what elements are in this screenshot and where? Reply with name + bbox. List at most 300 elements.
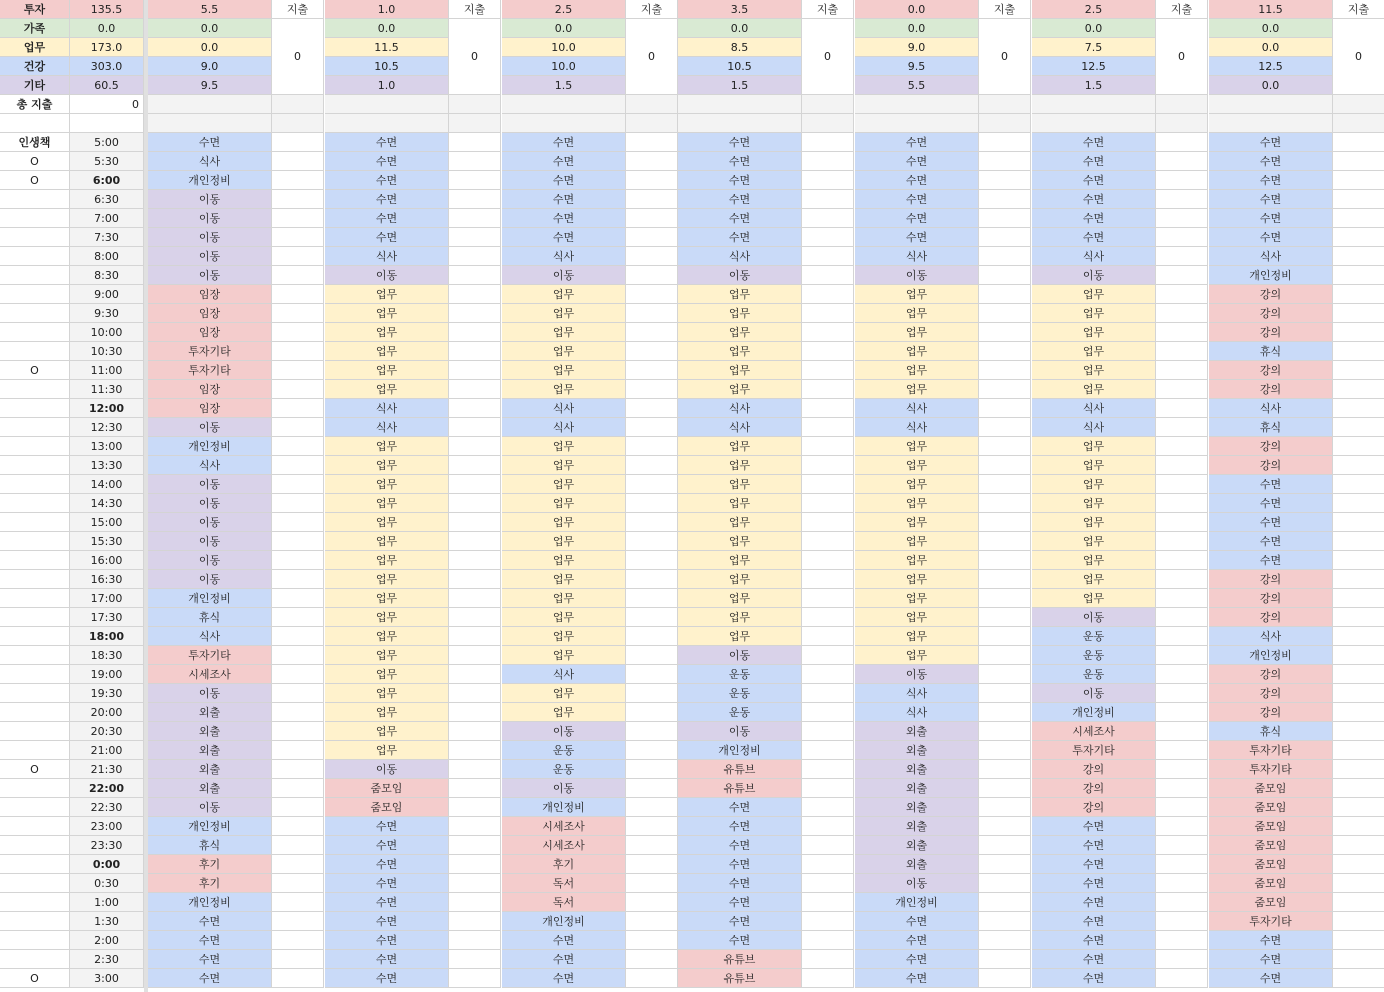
- blank-cell[interactable]: [1333, 114, 1384, 133]
- activity-cell[interactable]: 수면: [325, 874, 449, 893]
- expense-cell[interactable]: [1333, 399, 1384, 418]
- day-summary-cell[interactable]: 0.0: [502, 19, 626, 38]
- activity-cell[interactable]: 외출: [855, 722, 979, 741]
- activity-cell[interactable]: 이동: [148, 209, 272, 228]
- day-summary-cell[interactable]: 5.5: [855, 76, 979, 95]
- activity-cell[interactable]: 수면: [325, 931, 449, 950]
- expense-cell[interactable]: [979, 893, 1031, 912]
- expense-cell[interactable]: [272, 285, 324, 304]
- activity-cell[interactable]: 투자기타: [148, 646, 272, 665]
- activity-cell[interactable]: 수면: [325, 912, 449, 931]
- expense-cell[interactable]: [449, 513, 501, 532]
- expense-cell[interactable]: [626, 874, 678, 893]
- activity-cell[interactable]: 식사: [678, 247, 802, 266]
- expense-cell[interactable]: [1333, 627, 1384, 646]
- expense-cell[interactable]: [272, 551, 324, 570]
- expense-cell[interactable]: [979, 475, 1031, 494]
- activity-cell[interactable]: 수면: [502, 209, 626, 228]
- expense-cell[interactable]: [626, 551, 678, 570]
- day-summary-cell[interactable]: 2.5: [502, 0, 626, 19]
- blank-cell[interactable]: [802, 114, 854, 133]
- expense-value[interactable]: 0: [626, 19, 678, 95]
- activity-cell[interactable]: 강의: [1209, 323, 1333, 342]
- day-summary-cell[interactable]: 10.0: [502, 57, 626, 76]
- expense-cell[interactable]: [1156, 437, 1208, 456]
- expense-cell[interactable]: [802, 665, 854, 684]
- expense-cell[interactable]: [626, 665, 678, 684]
- activity-cell[interactable]: 운동: [678, 684, 802, 703]
- expense-cell[interactable]: [449, 912, 501, 931]
- activity-cell[interactable]: 수면: [1209, 494, 1333, 513]
- activity-cell[interactable]: 운동: [678, 703, 802, 722]
- book-check-cell[interactable]: [0, 855, 70, 874]
- activity-cell[interactable]: 업무: [502, 323, 626, 342]
- activity-cell[interactable]: 수면: [325, 817, 449, 836]
- expense-cell[interactable]: [802, 931, 854, 950]
- expense-cell[interactable]: [1156, 950, 1208, 969]
- book-check-cell[interactable]: [0, 779, 70, 798]
- day-summary-cell[interactable]: 3.5: [678, 0, 802, 19]
- activity-cell[interactable]: 업무: [325, 323, 449, 342]
- activity-cell[interactable]: 이동: [148, 228, 272, 247]
- activity-cell[interactable]: 업무: [502, 703, 626, 722]
- activity-cell[interactable]: 휴식: [1209, 418, 1333, 437]
- expense-cell[interactable]: [1333, 836, 1384, 855]
- time-cell[interactable]: 14:30: [70, 494, 144, 513]
- activity-cell[interactable]: 외출: [855, 741, 979, 760]
- activity-cell[interactable]: 수면: [325, 171, 449, 190]
- expense-cell[interactable]: [1156, 342, 1208, 361]
- day-summary-cell[interactable]: 0.0: [1209, 19, 1333, 38]
- book-check-cell[interactable]: [0, 304, 70, 323]
- expense-cell[interactable]: [802, 361, 854, 380]
- book-check-cell[interactable]: [0, 285, 70, 304]
- expense-cell[interactable]: [449, 646, 501, 665]
- activity-cell[interactable]: 개인정비: [148, 817, 272, 836]
- activity-cell[interactable]: 수면: [1209, 551, 1333, 570]
- expense-cell[interactable]: [626, 893, 678, 912]
- expense-cell[interactable]: [449, 323, 501, 342]
- activity-cell[interactable]: 업무: [502, 684, 626, 703]
- day-summary-cell[interactable]: 10.0: [502, 38, 626, 57]
- activity-cell[interactable]: 강의: [1209, 285, 1333, 304]
- expense-cell[interactable]: [449, 171, 501, 190]
- expense-cell[interactable]: [802, 171, 854, 190]
- time-cell[interactable]: 3:00: [70, 969, 144, 988]
- expense-cell[interactable]: [449, 285, 501, 304]
- day-summary-cell[interactable]: 10.5: [325, 57, 449, 76]
- activity-cell[interactable]: 업무: [325, 285, 449, 304]
- activity-cell[interactable]: 수면: [148, 912, 272, 931]
- activity-cell[interactable]: 개인정비: [502, 798, 626, 817]
- expense-cell[interactable]: [1333, 133, 1384, 152]
- time-cell[interactable]: 19:30: [70, 684, 144, 703]
- activity-cell[interactable]: 식사: [1209, 627, 1333, 646]
- expense-cell[interactable]: [802, 855, 854, 874]
- book-check-cell[interactable]: [0, 418, 70, 437]
- expense-cell[interactable]: [449, 380, 501, 399]
- expense-cell[interactable]: [802, 779, 854, 798]
- expense-value[interactable]: 0: [272, 19, 324, 95]
- activity-cell[interactable]: 운동: [502, 760, 626, 779]
- activity-cell[interactable]: 투자기타: [1209, 912, 1333, 931]
- activity-cell[interactable]: 임장: [148, 380, 272, 399]
- activity-cell[interactable]: 식사: [148, 152, 272, 171]
- activity-cell[interactable]: 유튜브: [678, 779, 802, 798]
- book-check-cell[interactable]: [0, 817, 70, 836]
- activity-cell[interactable]: 수면: [1032, 190, 1156, 209]
- activity-cell[interactable]: 업무: [855, 627, 979, 646]
- expense-cell[interactable]: [449, 437, 501, 456]
- activity-cell[interactable]: 투자기타: [148, 361, 272, 380]
- day-summary-cell[interactable]: 1.5: [502, 76, 626, 95]
- activity-cell[interactable]: 업무: [502, 380, 626, 399]
- expense-cell[interactable]: [272, 418, 324, 437]
- expense-header[interactable]: 지출: [979, 0, 1031, 19]
- activity-cell[interactable]: 식사: [325, 399, 449, 418]
- book-check-cell[interactable]: [0, 532, 70, 551]
- activity-cell[interactable]: 수면: [502, 133, 626, 152]
- expense-cell[interactable]: [272, 627, 324, 646]
- activity-cell[interactable]: 업무: [855, 304, 979, 323]
- expense-cell[interactable]: [626, 855, 678, 874]
- activity-cell[interactable]: 독서: [502, 893, 626, 912]
- blank-cell[interactable]: [678, 114, 802, 133]
- blank-cell[interactable]: [1032, 114, 1156, 133]
- expense-cell[interactable]: [1156, 475, 1208, 494]
- activity-cell[interactable]: 이동: [1032, 608, 1156, 627]
- expense-cell[interactable]: [1156, 323, 1208, 342]
- activity-cell[interactable]: 식사: [1209, 399, 1333, 418]
- expense-cell[interactable]: [1156, 494, 1208, 513]
- expense-cell[interactable]: [979, 969, 1031, 988]
- expense-cell[interactable]: [979, 133, 1031, 152]
- activity-cell[interactable]: 업무: [1032, 589, 1156, 608]
- activity-cell[interactable]: 수면: [855, 228, 979, 247]
- expense-cell[interactable]: [1333, 361, 1384, 380]
- total-expense-label[interactable]: 총 지출: [0, 95, 70, 114]
- expense-cell[interactable]: [1333, 817, 1384, 836]
- expense-cell[interactable]: [449, 228, 501, 247]
- expense-cell[interactable]: [626, 361, 678, 380]
- book-check-cell[interactable]: [0, 684, 70, 703]
- activity-cell[interactable]: 식사: [1032, 418, 1156, 437]
- time-cell[interactable]: 7:00: [70, 209, 144, 228]
- expense-cell[interactable]: [272, 171, 324, 190]
- book-check-cell[interactable]: [0, 551, 70, 570]
- activity-cell[interactable]: 수면: [855, 152, 979, 171]
- expense-cell[interactable]: [449, 703, 501, 722]
- expense-cell[interactable]: [802, 836, 854, 855]
- expense-cell[interactable]: [802, 817, 854, 836]
- day-summary-cell[interactable]: 0.0: [855, 19, 979, 38]
- activity-cell[interactable]: 업무: [325, 741, 449, 760]
- activity-cell[interactable]: 수면: [325, 893, 449, 912]
- time-cell[interactable]: 9:00: [70, 285, 144, 304]
- activity-cell[interactable]: 외출: [148, 779, 272, 798]
- activity-cell[interactable]: 수면: [1209, 532, 1333, 551]
- time-cell[interactable]: 21:00: [70, 741, 144, 760]
- expense-cell[interactable]: [1156, 646, 1208, 665]
- activity-cell[interactable]: 식사: [855, 399, 979, 418]
- activity-cell[interactable]: 임장: [148, 399, 272, 418]
- expense-value[interactable]: 0: [1333, 19, 1384, 95]
- activity-cell[interactable]: 업무: [1032, 494, 1156, 513]
- expense-cell[interactable]: [802, 722, 854, 741]
- activity-cell[interactable]: 수면: [1209, 950, 1333, 969]
- expense-cell[interactable]: [626, 152, 678, 171]
- blank-cell[interactable]: [979, 95, 1031, 114]
- activity-cell[interactable]: 수면: [1209, 513, 1333, 532]
- activity-cell[interactable]: 업무: [502, 532, 626, 551]
- activity-cell[interactable]: 후기: [148, 874, 272, 893]
- activity-cell[interactable]: 강의: [1209, 665, 1333, 684]
- expense-cell[interactable]: [1156, 532, 1208, 551]
- expense-cell[interactable]: [272, 247, 324, 266]
- activity-cell[interactable]: 업무: [325, 437, 449, 456]
- blank-cell[interactable]: [272, 95, 324, 114]
- expense-cell[interactable]: [1156, 874, 1208, 893]
- expense-cell[interactable]: [802, 703, 854, 722]
- category-label[interactable]: 기타: [0, 76, 70, 95]
- expense-cell[interactable]: [1156, 152, 1208, 171]
- activity-cell[interactable]: 업무: [678, 570, 802, 589]
- activity-cell[interactable]: 수면: [1209, 931, 1333, 950]
- expense-cell[interactable]: [1333, 741, 1384, 760]
- book-check-cell[interactable]: [0, 475, 70, 494]
- activity-cell[interactable]: 업무: [502, 646, 626, 665]
- book-check-cell[interactable]: O: [0, 969, 70, 988]
- book-label[interactable]: 인생책: [0, 133, 70, 152]
- category-label[interactable]: 건강: [0, 57, 70, 76]
- blank-cell[interactable]: [626, 95, 678, 114]
- activity-cell[interactable]: 업무: [678, 342, 802, 361]
- activity-cell[interactable]: 업무: [855, 342, 979, 361]
- activity-cell[interactable]: 업무: [325, 589, 449, 608]
- activity-cell[interactable]: 업무: [855, 608, 979, 627]
- activity-cell[interactable]: 업무: [502, 285, 626, 304]
- expense-cell[interactable]: [272, 893, 324, 912]
- expense-cell[interactable]: [979, 266, 1031, 285]
- expense-cell[interactable]: [1156, 969, 1208, 988]
- book-check-cell[interactable]: [0, 836, 70, 855]
- activity-cell[interactable]: 이동: [502, 779, 626, 798]
- activity-cell[interactable]: 업무: [325, 380, 449, 399]
- day-summary-cell[interactable]: 0.0: [855, 0, 979, 19]
- activity-cell[interactable]: 수면: [1209, 969, 1333, 988]
- book-check-cell[interactable]: [0, 209, 70, 228]
- day-summary-cell[interactable]: 7.5: [1032, 38, 1156, 57]
- book-check-cell[interactable]: [0, 798, 70, 817]
- expense-cell[interactable]: [626, 589, 678, 608]
- expense-cell[interactable]: [272, 152, 324, 171]
- book-check-cell[interactable]: O: [0, 152, 70, 171]
- expense-cell[interactable]: [802, 646, 854, 665]
- activity-cell[interactable]: 수면: [1209, 228, 1333, 247]
- time-cell[interactable]: 6:00: [70, 171, 144, 190]
- expense-cell[interactable]: [1333, 285, 1384, 304]
- expense-cell[interactable]: [979, 589, 1031, 608]
- activity-cell[interactable]: 수면: [1032, 874, 1156, 893]
- expense-cell[interactable]: [272, 855, 324, 874]
- expense-cell[interactable]: [979, 950, 1031, 969]
- activity-cell[interactable]: 식사: [1209, 247, 1333, 266]
- expense-cell[interactable]: [979, 779, 1031, 798]
- activity-cell[interactable]: 수면: [678, 893, 802, 912]
- expense-cell[interactable]: [449, 627, 501, 646]
- activity-cell[interactable]: 수면: [678, 152, 802, 171]
- expense-cell[interactable]: [802, 589, 854, 608]
- expense-cell[interactable]: [802, 798, 854, 817]
- time-cell[interactable]: 1:30: [70, 912, 144, 931]
- time-cell[interactable]: 1:00: [70, 893, 144, 912]
- expense-cell[interactable]: [802, 209, 854, 228]
- expense-cell[interactable]: [979, 836, 1031, 855]
- expense-cell[interactable]: [1156, 399, 1208, 418]
- expense-cell[interactable]: [272, 912, 324, 931]
- activity-cell[interactable]: 수면: [148, 133, 272, 152]
- activity-cell[interactable]: 업무: [502, 437, 626, 456]
- expense-cell[interactable]: [449, 532, 501, 551]
- expense-cell[interactable]: [626, 418, 678, 437]
- expense-cell[interactable]: [979, 703, 1031, 722]
- book-check-cell[interactable]: [0, 950, 70, 969]
- blank-cell[interactable]: [1032, 95, 1156, 114]
- time-cell[interactable]: 16:30: [70, 570, 144, 589]
- category-label[interactable]: 가족: [0, 19, 70, 38]
- expense-cell[interactable]: [272, 532, 324, 551]
- expense-cell[interactable]: [449, 893, 501, 912]
- time-cell[interactable]: 23:00: [70, 817, 144, 836]
- expense-cell[interactable]: [979, 855, 1031, 874]
- expense-cell[interactable]: [1333, 684, 1384, 703]
- expense-cell[interactable]: [802, 494, 854, 513]
- activity-cell[interactable]: 강의: [1209, 589, 1333, 608]
- expense-cell[interactable]: [1333, 779, 1384, 798]
- activity-cell[interactable]: 이동: [148, 513, 272, 532]
- time-cell[interactable]: 17:00: [70, 589, 144, 608]
- activity-cell[interactable]: 업무: [1032, 551, 1156, 570]
- expense-cell[interactable]: [449, 684, 501, 703]
- activity-cell[interactable]: 강의: [1032, 760, 1156, 779]
- expense-cell[interactable]: [1333, 969, 1384, 988]
- activity-cell[interactable]: 수면: [325, 855, 449, 874]
- activity-cell[interactable]: 수면: [502, 152, 626, 171]
- activity-cell[interactable]: 운동: [1032, 646, 1156, 665]
- activity-cell[interactable]: 수면: [1209, 152, 1333, 171]
- activity-cell[interactable]: 업무: [325, 703, 449, 722]
- expense-cell[interactable]: [802, 380, 854, 399]
- blank-cell[interactable]: [325, 95, 449, 114]
- expense-cell[interactable]: [272, 494, 324, 513]
- activity-cell[interactable]: 줌모임: [1209, 817, 1333, 836]
- activity-cell[interactable]: 업무: [855, 513, 979, 532]
- activity-cell[interactable]: 외출: [855, 798, 979, 817]
- expense-cell[interactable]: [272, 456, 324, 475]
- expense-cell[interactable]: [626, 627, 678, 646]
- activity-cell[interactable]: 식사: [502, 399, 626, 418]
- activity-cell[interactable]: 이동: [148, 190, 272, 209]
- activity-cell[interactable]: 식사: [502, 247, 626, 266]
- expense-cell[interactable]: [802, 950, 854, 969]
- day-summary-cell[interactable]: 1.0: [325, 0, 449, 19]
- activity-cell[interactable]: 개인정비: [148, 171, 272, 190]
- activity-cell[interactable]: 줌모임: [325, 798, 449, 817]
- expense-cell[interactable]: [802, 760, 854, 779]
- activity-cell[interactable]: 업무: [325, 513, 449, 532]
- expense-cell[interactable]: [802, 741, 854, 760]
- activity-cell[interactable]: 이동: [1032, 266, 1156, 285]
- expense-cell[interactable]: [449, 133, 501, 152]
- expense-cell[interactable]: [979, 513, 1031, 532]
- book-check-cell[interactable]: [0, 703, 70, 722]
- expense-cell[interactable]: [979, 646, 1031, 665]
- category-total[interactable]: 135.5: [70, 0, 144, 19]
- expense-cell[interactable]: [449, 874, 501, 893]
- expense-cell[interactable]: [449, 551, 501, 570]
- expense-cell[interactable]: [272, 570, 324, 589]
- expense-cell[interactable]: [626, 950, 678, 969]
- time-cell[interactable]: 11:30: [70, 380, 144, 399]
- day-summary-cell[interactable]: 0.0: [678, 19, 802, 38]
- activity-cell[interactable]: 강의: [1209, 380, 1333, 399]
- activity-cell[interactable]: 휴식: [148, 836, 272, 855]
- expense-cell[interactable]: [626, 760, 678, 779]
- expense-cell[interactable]: [802, 323, 854, 342]
- activity-cell[interactable]: 수면: [1209, 190, 1333, 209]
- activity-cell[interactable]: 업무: [1032, 323, 1156, 342]
- expense-cell[interactable]: [272, 133, 324, 152]
- expense-cell[interactable]: [1156, 684, 1208, 703]
- blank-cell[interactable]: [70, 114, 144, 133]
- expense-header[interactable]: 지출: [626, 0, 678, 19]
- activity-cell[interactable]: 업무: [502, 608, 626, 627]
- activity-cell[interactable]: 식사: [148, 456, 272, 475]
- activity-cell[interactable]: 업무: [855, 532, 979, 551]
- time-cell[interactable]: 12:30: [70, 418, 144, 437]
- expense-cell[interactable]: [1156, 209, 1208, 228]
- expense-cell[interactable]: [272, 190, 324, 209]
- expense-cell[interactable]: [802, 152, 854, 171]
- expense-cell[interactable]: [1333, 228, 1384, 247]
- expense-cell[interactable]: [1156, 171, 1208, 190]
- activity-cell[interactable]: 시세조사: [502, 836, 626, 855]
- expense-cell[interactable]: [272, 836, 324, 855]
- blank-cell[interactable]: [1156, 95, 1208, 114]
- activity-cell[interactable]: 수면: [325, 190, 449, 209]
- activity-cell[interactable]: 업무: [678, 589, 802, 608]
- time-cell[interactable]: 2:00: [70, 931, 144, 950]
- activity-cell[interactable]: 수면: [1032, 228, 1156, 247]
- book-check-cell[interactable]: [0, 570, 70, 589]
- activity-cell[interactable]: 줌모임: [1209, 779, 1333, 798]
- time-cell[interactable]: 21:30: [70, 760, 144, 779]
- activity-cell[interactable]: 업무: [855, 323, 979, 342]
- activity-cell[interactable]: 업무: [1032, 570, 1156, 589]
- expense-header[interactable]: 지출: [1156, 0, 1208, 19]
- activity-cell[interactable]: 수면: [502, 950, 626, 969]
- activity-cell[interactable]: 수면: [1032, 836, 1156, 855]
- expense-cell[interactable]: [1156, 190, 1208, 209]
- category-total[interactable]: 60.5: [70, 76, 144, 95]
- expense-cell[interactable]: [272, 342, 324, 361]
- expense-header[interactable]: 지출: [802, 0, 854, 19]
- expense-cell[interactable]: [1333, 798, 1384, 817]
- activity-cell[interactable]: 수면: [678, 836, 802, 855]
- expense-cell[interactable]: [272, 779, 324, 798]
- time-cell[interactable]: 15:30: [70, 532, 144, 551]
- activity-cell[interactable]: 이동: [148, 798, 272, 817]
